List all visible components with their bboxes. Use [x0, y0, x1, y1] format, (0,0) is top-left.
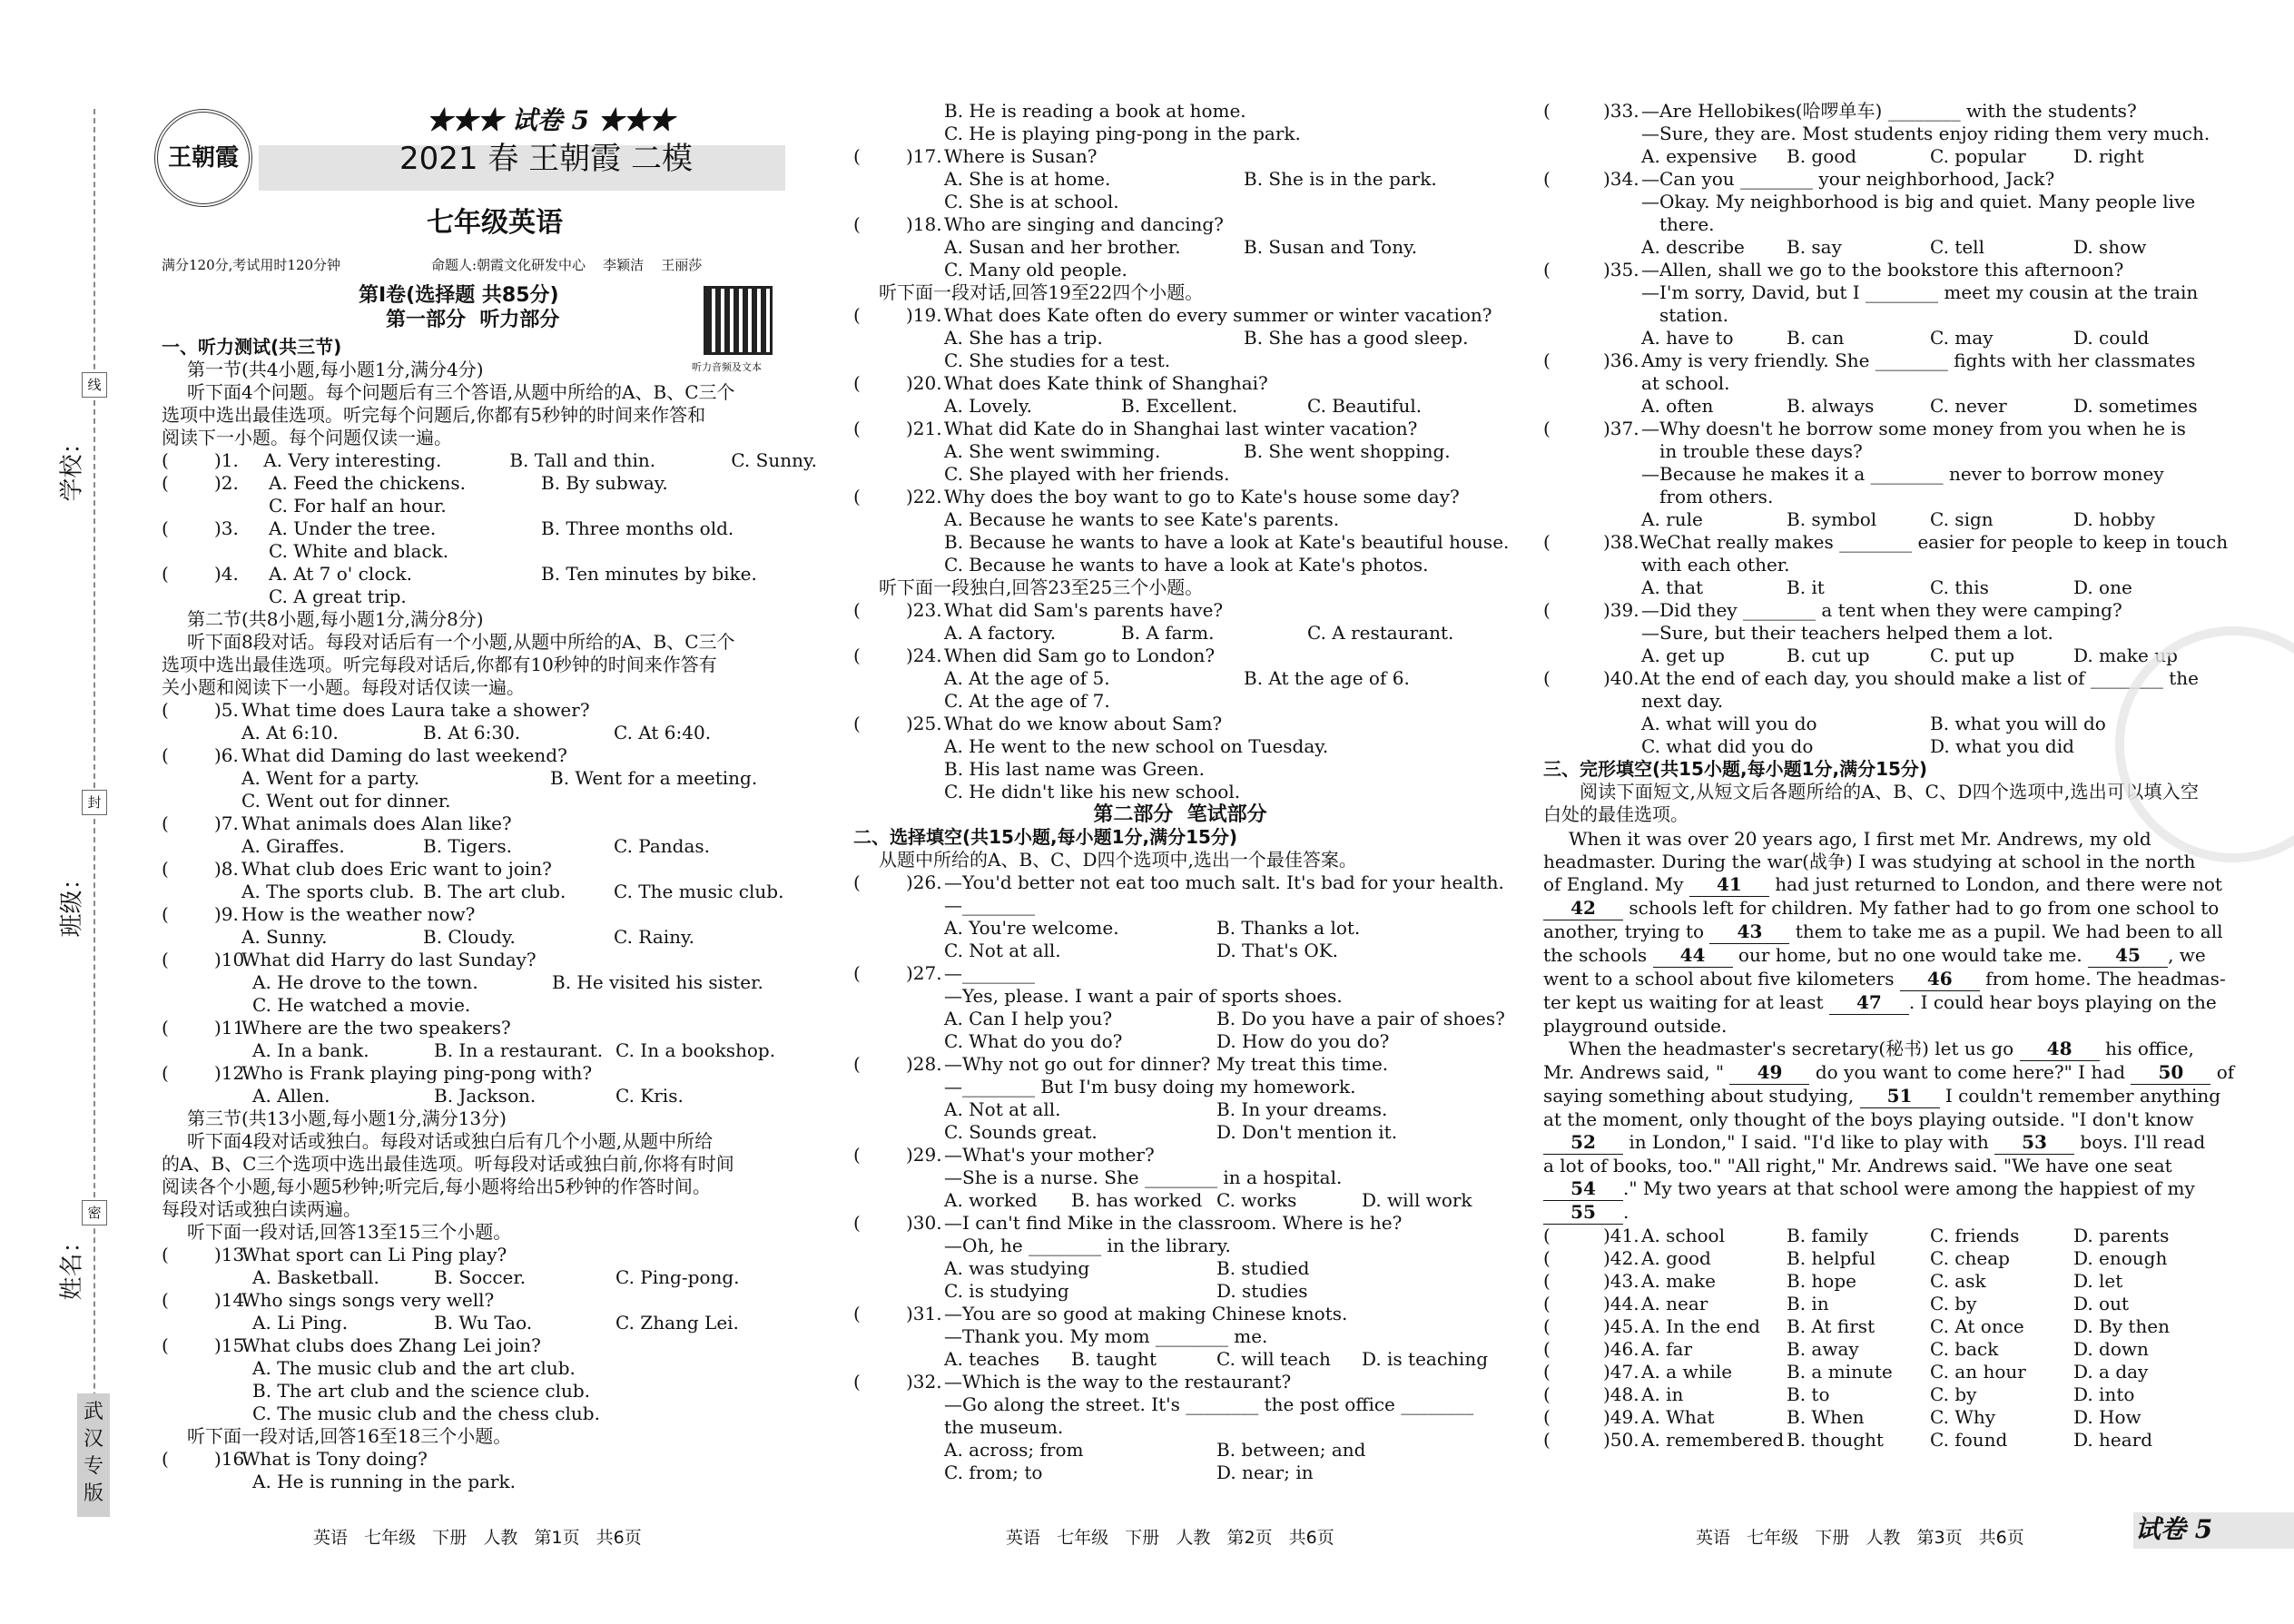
cloze-passage: When it was over 20 years ago, I first met Mr. Andrews, my old headmaster. During the war(战争) I was studying at school in the north of England. My 41 had just returned to London, and there were not 42 schools left for children. My father had to go from one school to another, trying to 43 them to take me as a pupil. We had been to all the schools 44 our home, but no one would take me. 45 , we went to a school about five kilometers 46 from home. The headmas- ter kept us waiting for at least 47 . I could hear boys playing on the playground outside. When the headmaster's secretary(秘书) let us go 48 his office, Mr. Andrews said, " 49 do you want to come here?" I had 50 of saying something about studying, 51 I couldn't remember anything at the moment, only thought of the boys playing outside. "I don't know 52 in London," I said. "I'd like to play with 53 boys. I'll read a lot of books, too." "All right," Mr. Andrews said. "We have one seat 54 ." My two years at that school were among the happiest of my 55 . [1543, 828, 2235, 1223]
exam-info: 满分120分,考试用时120分钟 [162, 257, 341, 273]
options: A. often B. always C. never D. sometimes [1641, 395, 2198, 417]
question-1: ( )1. A. Very interesting. B. Tall and thin. C. Sunny. [162, 449, 817, 471]
stem-line: —________ But I'm busy doing my homework. [944, 1076, 1356, 1097]
subject-title: 七年级英语 [427, 207, 563, 239]
question-6: ( )6. What did Daming do last weekend? [162, 744, 567, 766]
cloze-blank-52: 52 [1543, 1131, 1623, 1155]
cloze-options [1543, 1225, 2199, 1452]
option: B. He is reading a book at home. [944, 100, 1246, 122]
section-title: 一、听力测试(共三节) [162, 336, 342, 358]
directions: 阅读下面短文,从短文后各题所给的A、B、C、D四个选项中,选出可以填入空白处的最佳选项。 [1543, 781, 2199, 825]
stem-line: —She is a nurse. She ________ in a hospital. [944, 1166, 1343, 1188]
options: A. have to B. can C. may D. could [1641, 327, 2150, 349]
options: C. What do you do? D. How do you do? [944, 1030, 1390, 1052]
cloze-question-46: ( )46. A. far B. away C. back D. down [1543, 1338, 2149, 1360]
question-15: ( )15. What clubs does Zhang Lei join? [162, 1334, 541, 1356]
option: B. The art club and the science club. [252, 1380, 591, 1402]
directions: 选项中选出最佳选项。听完每个问题后,你都有5秒钟的时间来作答和 [162, 404, 706, 426]
question-32: ( )32. —Which is the way to the restaurant? [853, 1371, 1292, 1393]
cloze-blank-55: 55 [1543, 1201, 1623, 1225]
question-12: ( )12. Who is Frank playing ping-pong with? [162, 1062, 593, 1084]
directions: 从题中所给的A、B、C、D四个选项中,选出一个最佳答案。 [879, 849, 1357, 871]
options: A. Susan and her brother. B. Susan and Tony. [944, 236, 1418, 258]
option: C. At the age of 7. [944, 690, 1110, 712]
dialogue-instruction: 听下面一段对话,回答16至18三个小题。 [187, 1425, 512, 1447]
option: C. For half an hour. [269, 495, 447, 517]
question-16: ( )16. What is Tony doing? [162, 1448, 428, 1470]
options: A. get up B. cut up C. put up D. make up [1641, 645, 2178, 666]
option: C. The music club and the chess club. [252, 1403, 600, 1424]
column-1 [162, 336, 817, 1493]
question-2: ( )2. A. Feed the chickens. B. By subway. [162, 472, 668, 494]
binding-marker-secret: 密 [82, 1200, 107, 1225]
question-20: ( )20. What does Kate think of Shanghai? [853, 372, 1268, 394]
directions: 的A、B、C三个选项中选出最佳选项。听每段对话或独白前,你将有时间 [162, 1153, 734, 1175]
subsection-title: 第一节(共4小题,每小题1分,满分4分) [187, 359, 484, 380]
dialogue-instruction: 听下面一段独白,回答23至25三个小题。 [879, 576, 1204, 598]
option: A. The music club and the art club. [252, 1357, 576, 1379]
stem-line: —Okay. My neighborhood is big and quiet. Many people live [1641, 191, 2196, 212]
cloze-blank-50: 50 [2131, 1061, 2210, 1085]
option: C. She is at school. [944, 191, 1119, 212]
options: A. You're welcome. B. Thanks a lot. [944, 917, 1361, 939]
publisher-logo: 王朝霞 [154, 109, 252, 207]
cloze-blank-47: 47 [1829, 991, 1909, 1015]
options: A. rule B. symbol C. sign D. hobby [1641, 508, 2155, 530]
question-18: ( )18. Who are singing and dancing? [853, 213, 1224, 235]
option: C. Went out for dinner. [241, 790, 451, 812]
options: A. Li Ping. B. Wu Tao. C. Zhang Lei. [252, 1312, 739, 1334]
cloze-question-42: ( )42. A. good B. helpful C. cheap D. enough [1543, 1247, 2168, 1269]
question-22: ( )22. Why does the boy want to go to Kate's house some day? [853, 486, 1460, 507]
stem-line: there. [1659, 213, 1715, 235]
stem-line: —Yes, please. I want a pair of sports shoes. [944, 985, 1343, 1007]
question-21: ( )21. What did Kate do in Shanghai last winter vacation? [853, 418, 1418, 439]
cloze-blank-43: 43 [1709, 920, 1789, 944]
binding-marker-seal: 封 [82, 790, 107, 815]
stem-line: station. [1659, 304, 1728, 326]
school-field-label: 学校： [58, 430, 86, 502]
option: C. She played with her friends. [944, 463, 1230, 485]
edition-tag: 武 汉 专 版 [77, 1393, 110, 1517]
cloze-blank-54: 54 [1543, 1177, 1623, 1201]
exam-title: 2021 春 王朝霞 二模 [399, 141, 693, 177]
question-19: ( )19. What does Kate often do every summer or winter vacation? [853, 304, 1492, 326]
options: A. Allen. B. Jackson. C. Kris. [252, 1085, 684, 1107]
question-29: ( )29. —What's your mother? [853, 1144, 1155, 1166]
cloze-blank-53: 53 [1994, 1131, 2074, 1155]
stem-line: the museum. [944, 1416, 1064, 1438]
author-info: 命题人:朝霞文化研发中心 李颖洁 王丽莎 [431, 257, 703, 273]
subsection-title: 第二节(共8小题,每小题1分,满分8分) [187, 608, 484, 630]
directions: 选项中选出最佳选项。听完每段对话后,你都有10秒钟的时间来作答有 [162, 654, 717, 675]
cloze-question-41: ( )41. A. school B. family C. friends D. parents [1543, 1225, 2170, 1246]
qr-caption: 听力音频及文本 [692, 361, 762, 373]
question-13: ( )13. What sport can Li Ping play? [162, 1244, 507, 1265]
directions: 听下面4段对话或独白。每段对话或独白后有几个小题,从题中所给 [187, 1130, 714, 1152]
binding-marker-line: 线 [82, 372, 107, 398]
cloze-question-49: ( )49. A. What B. When C. Why D. How [1543, 1406, 2141, 1428]
option: C. A great trip. [269, 586, 407, 607]
options: A. She has a trip. B. She has a good sleep. [944, 327, 1469, 349]
directions: 听下面8段对话。每段对话后有一个小题,从题中所给的A、B、C三个 [187, 631, 735, 653]
stem-line: —Because he makes it a ________ never to borrow money [1641, 463, 2164, 485]
question-3: ( )3. A. Under the tree. B. Three months old. [162, 517, 734, 539]
directions: 每段对话或独白读两遍。 [162, 1198, 361, 1220]
section-title: 二、选择填空(共15小题,每小题1分,满分15分) [853, 826, 1238, 848]
blank-line: —________ [944, 894, 1035, 916]
question-8: ( )8. What club does Eric want to join? [162, 858, 552, 880]
cloze-blank-49: 49 [1729, 1061, 1809, 1085]
options: A. describe B. say C. tell D. show [1641, 236, 2147, 258]
question-5: ( )5. What time does Laura take a shower? [162, 699, 590, 721]
cloze-blank-46: 46 [1900, 968, 1980, 991]
question-39: ( )39. —Did they ________ a tent when they were camping? [1543, 599, 2122, 621]
cloze-question-48: ( )48. A. in B. to C. by D. into [1543, 1383, 2135, 1405]
question-17: ( )17. Where is Susan? [853, 145, 1098, 167]
question-14: ( )14. Who sings songs very well? [162, 1289, 495, 1311]
part-one-title: 第一部分 听力部分 [386, 309, 560, 331]
option: B. His last name was Green. [944, 758, 1205, 780]
page-footer-2: 英语 七年级 下册 人教 第2页 共6页 [1006, 1528, 1334, 1548]
options: A. A factory. B. A farm. C. A restaurant. [944, 622, 1454, 644]
stem-line: —Sure, they are. Most students enjoy riding them very much. [1641, 123, 2210, 144]
options: A. Can I help you? B. Do you have a pair of shoes? [944, 1008, 1505, 1029]
directions: 阅读下一小题。每个问题仅读一遍。 [162, 427, 452, 448]
question-35: ( )35. —Allen, shall we go to the bookstore this afternoon? [1543, 259, 2124, 281]
question-26: ( )26. —You'd better not eat too much salt. It's bad for your health. [853, 871, 1504, 893]
question-9: ( )9. How is the weather now? [162, 903, 476, 925]
options: A. In a bank. B. In a restaurant. C. In a bookshop. [252, 1039, 776, 1061]
question-40: ( )40. At the end of each day, you should make a list of ________ the [1543, 667, 2199, 689]
dialogue-instruction: 听下面一段对话,回答19至22四个小题。 [879, 281, 1204, 303]
options: A. At 6:10. B. At 6:30. C. At 6:40. [241, 722, 712, 743]
question-38: ( )38. WeChat really makes ________ easier for people to keep in touch [1543, 531, 2229, 553]
cloze-blank-42: 42 [1543, 897, 1623, 920]
question-31: ( )31. —You are so good at making Chinese knots. [853, 1303, 1348, 1324]
options: C. from; to D. near; in [944, 1462, 1314, 1483]
options: C. what did you do D. what you did [1641, 735, 2074, 757]
stem-line: —I'm sorry, David, but I ________ meet my cousin at the train [1641, 281, 2199, 303]
options: A. The sports club. B. The art club. C. The music club. [241, 881, 784, 902]
option: C. White and black. [269, 540, 449, 562]
subsection-title: 第三节(共13小题,每小题1分,满分13分) [187, 1107, 507, 1129]
series-label: ★★★ 试卷 5 ★★★ [427, 105, 674, 135]
stem-line: —Oh, he ________ in the library. [944, 1235, 1231, 1256]
options: A. teaches B. taught C. will teach D. is teaching [944, 1348, 1489, 1370]
option: C. She studies for a test. [944, 349, 1171, 371]
question-24: ( )24. When did Sam go to London? [853, 645, 1216, 666]
options: A. worked B. has worked C. works D. will work [944, 1189, 1472, 1211]
cloze-blank-51: 51 [1860, 1085, 1940, 1108]
directions: 阅读各个小题,每小题5秒钟;听完后,每小题将给出5秒钟的作答时间。 [162, 1176, 711, 1197]
column-3 [1543, 100, 2235, 1452]
options: C. Sounds great. D. Don't mention it. [944, 1121, 1398, 1143]
stem-line: from others. [1659, 486, 1774, 507]
cloze-question-43: ( )43. A. make B. hope C. ask D. let [1543, 1270, 2123, 1292]
options: A. that B. it C. this D. one [1641, 576, 2132, 598]
option: A. He is running in the park. [252, 1471, 516, 1492]
footer-paper-tag: 试卷 5 [2135, 1514, 2213, 1544]
options: A. Went for a party. B. Went for a meeting. [241, 767, 758, 789]
stem-line: —Go along the street. It's ________ the post office ________ [944, 1393, 1474, 1415]
cloze-question-44: ( )44. A. near B. in C. by D. out [1543, 1293, 2129, 1314]
options: A. expensive B. good C. popular D. right [1641, 145, 2144, 167]
dialogue-instruction: 听下面一段对话,回答13至15三个小题。 [187, 1221, 512, 1243]
class-field-label: 班级： [58, 866, 86, 938]
cloze-blank-44: 44 [1653, 944, 1733, 968]
cloze-question-50: ( )50. A. remembered B. thought C. found D. heard [1543, 1429, 2153, 1451]
question-23: ( )23. What did Sam's parents have? [853, 599, 1224, 621]
page-footer-3: 英语 七年级 下册 人教 第3页 共6页 [1696, 1528, 2024, 1548]
stem-line: in trouble these days? [1659, 440, 1863, 462]
option: C. Many old people. [944, 259, 1127, 281]
options: A. across; from B. between; and [944, 1439, 1366, 1461]
options: A. Not at all. B. In your dreams. [944, 1098, 1388, 1120]
options: A. Sunny. B. Cloudy. C. Rainy. [241, 926, 695, 948]
cloze-blank-45: 45 [2088, 944, 2168, 968]
option: A. Because he wants to see Kate's parents. [944, 508, 1340, 530]
options: A. Lovely. B. Excellent. C. Beautiful. [944, 395, 1423, 417]
question-37: ( )37. —Why doesn't he borrow some money from you when he is [1543, 418, 2186, 439]
options: C. is studying D. studies [944, 1280, 1308, 1302]
question-25: ( )25. What do we know about Sam? [853, 713, 1223, 734]
question-33: ( )33. —Are Hellobikes(哈啰单车) ________ with the students? [1543, 100, 2137, 122]
stem-line: with each other. [1641, 554, 1790, 576]
stem-line: at school. [1641, 372, 1730, 394]
directions: 关小题和阅读下一小题。每段对话仅读一遍。 [162, 676, 525, 698]
option: B. Because he wants to have a look at Kate's beautiful house. [944, 531, 1510, 553]
options: A. was studying B. studied [944, 1257, 1310, 1279]
question-10: ( )10. What did Harry do last Sunday? [162, 949, 537, 970]
question-7: ( )7. What animals does Alan like? [162, 812, 512, 834]
options: A. She is at home. B. She is in the park. [944, 168, 1437, 190]
options: A. She went swimming. B. She went shopping. [944, 440, 1451, 462]
cloze-blank-48: 48 [2020, 1038, 2100, 1061]
question-28: ( )28. —Why not go out for dinner? My treat this time. [853, 1053, 1389, 1075]
stem-line: —Sure, but their teachers helped them a lot. [1641, 622, 2053, 644]
question-36: ( )36. Amy is very friendly. She ________ fights with her classmates [1543, 349, 2196, 371]
cloze-blank-41: 41 [1689, 873, 1769, 897]
name-field-label: 姓名： [58, 1229, 86, 1301]
cloze-question-45: ( )45. A. In the end B. At first C. At once D. By then [1543, 1315, 2171, 1337]
option: C. Because he wants to have a look at Kate's photos. [944, 554, 1429, 576]
options: A. Basketball. B. Soccer. C. Ping-pong. [252, 1266, 740, 1288]
page-footer-1: 英语 七年级 下册 人教 第1页 共6页 [313, 1528, 642, 1548]
volume-title: 第Ⅰ卷(选择题 共85分) [359, 284, 559, 307]
directions: 听下面4个问题。每个问题后有三个答语,从题中所给的A、B、C三个 [187, 381, 735, 403]
options: C. Not at all. D. That's OK. [944, 940, 1339, 961]
question-34: ( )34. —Can you ________ your neighborhood, Jack? [1543, 168, 2055, 190]
question-11: ( )11. Where are the two speakers? [162, 1017, 511, 1038]
option: C. He watched a movie. [252, 994, 471, 1016]
option: C. He is playing ping-pong in the park. [944, 123, 1301, 144]
stem-line: next day. [1641, 690, 1724, 712]
part-two-title: 第二部分 笔试部分 [1093, 803, 1267, 826]
question-27: ( )27. —________ [853, 962, 1035, 984]
cloze-question-47: ( )47. A. a while B. a minute C. an hour D. a day [1543, 1361, 2149, 1383]
section-title: 三、完形填空(共15小题,每小题1分,满分15分) [1543, 758, 1928, 780]
option: A. He went to the new school on Tuesday. [944, 735, 1329, 757]
option: C. He didn't like his new school. [944, 781, 1241, 802]
column-2 [853, 100, 1510, 1484]
options: A. Giraffes. B. Tigers. C. Pandas. [241, 835, 711, 857]
options: A. At the age of 5. B. At the age of 6. [944, 667, 1410, 689]
question-30: ( )30. —I can't find Mike in the classroom. Where is he? [853, 1212, 1403, 1234]
options: A. what will you do B. what you will do [1641, 713, 2106, 734]
question-4: ( )4. A. At 7 o' clock. B. Ten minutes by bike. [162, 563, 757, 585]
options: A. He drove to the town. B. He visited his sister. [252, 971, 763, 993]
stem-line: —Thank you. My mom ________ me. [944, 1325, 1268, 1347]
